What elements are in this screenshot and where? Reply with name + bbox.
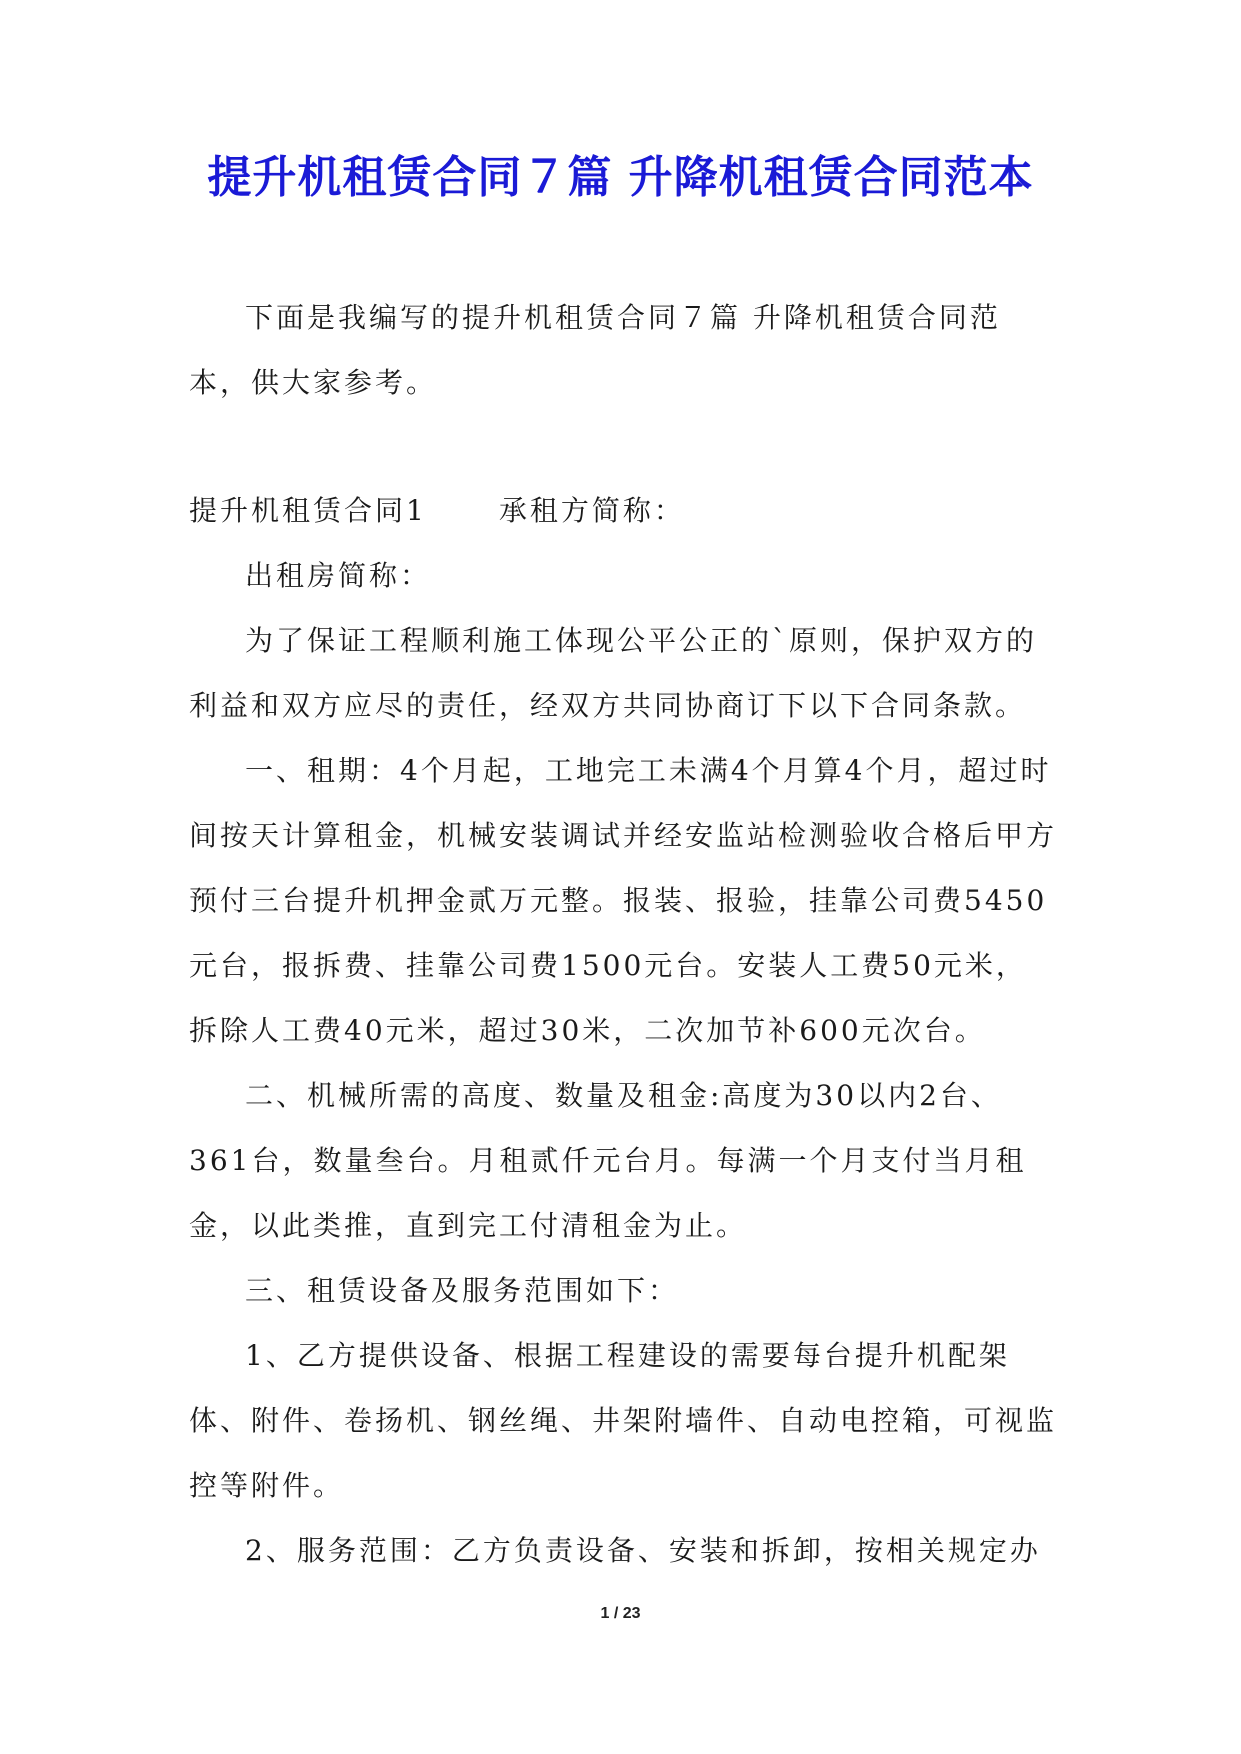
intro-paragraph: 下面是我编写的提升机租赁合同７篇 升降机租赁合同范本，供大家参考。: [189, 301, 1001, 399]
clause-3-item-1: 1、乙方提供设备、根据工程建设的需要每台提升机配架体、附件、卷扬机、钢丝绳、井架附墙件、自动电控箱，可视监控等附件。: [189, 1339, 1058, 1502]
lessor-paragraph: 出租房简称：: [245, 559, 432, 592]
clause-3-heading: 三、租赁设备及服务范围如下：: [245, 1274, 680, 1307]
section-heading: 提升机租赁合同1: [189, 494, 427, 527]
document-title: 提升机租赁合同７篇 升降机租赁合同范本: [207, 152, 1034, 203]
contract-section: [189, 478, 1057, 1583]
section-heading-line: [189, 478, 1057, 543]
purpose-paragraph: 为了保证工程顺利施工体现公平公正的`原则，保护双方的利益和双方应尽的责任，经双方共同协商订下以下合同条款。: [189, 624, 1038, 722]
intro-block: [189, 285, 1057, 415]
clause-2-machinery-rent: 二、机械所需的高度、数量及租金:高度为30以内2台、361台，数量叁台。月租贰仟元台月。每满一个月支付当月租金，以此类推，直到完工付清租金为止。: [189, 1079, 1027, 1242]
page-number: 1 / 23: [600, 1605, 641, 1622]
lessee-label: 承租方简称：: [498, 494, 685, 527]
clause-3-item-2: 2、服务范围：乙方负责设备、安装和拆卸，按相关规定办: [245, 1534, 1041, 1567]
clause-1-lease-term: 一、租期：4个月起，工地完工未满4个月算4个月，超过时间按天计算租金，机械安装调试并经安监站检测验收合格后甲方预付三台提升机押金贰万元整。报装、报验，挂靠公司费5450元台，报拆费、挂靠公司费1500元台。安装人工费50元米，拆除人工费40元米，超过30米，二次加节补600元次台。: [189, 754, 1058, 1047]
